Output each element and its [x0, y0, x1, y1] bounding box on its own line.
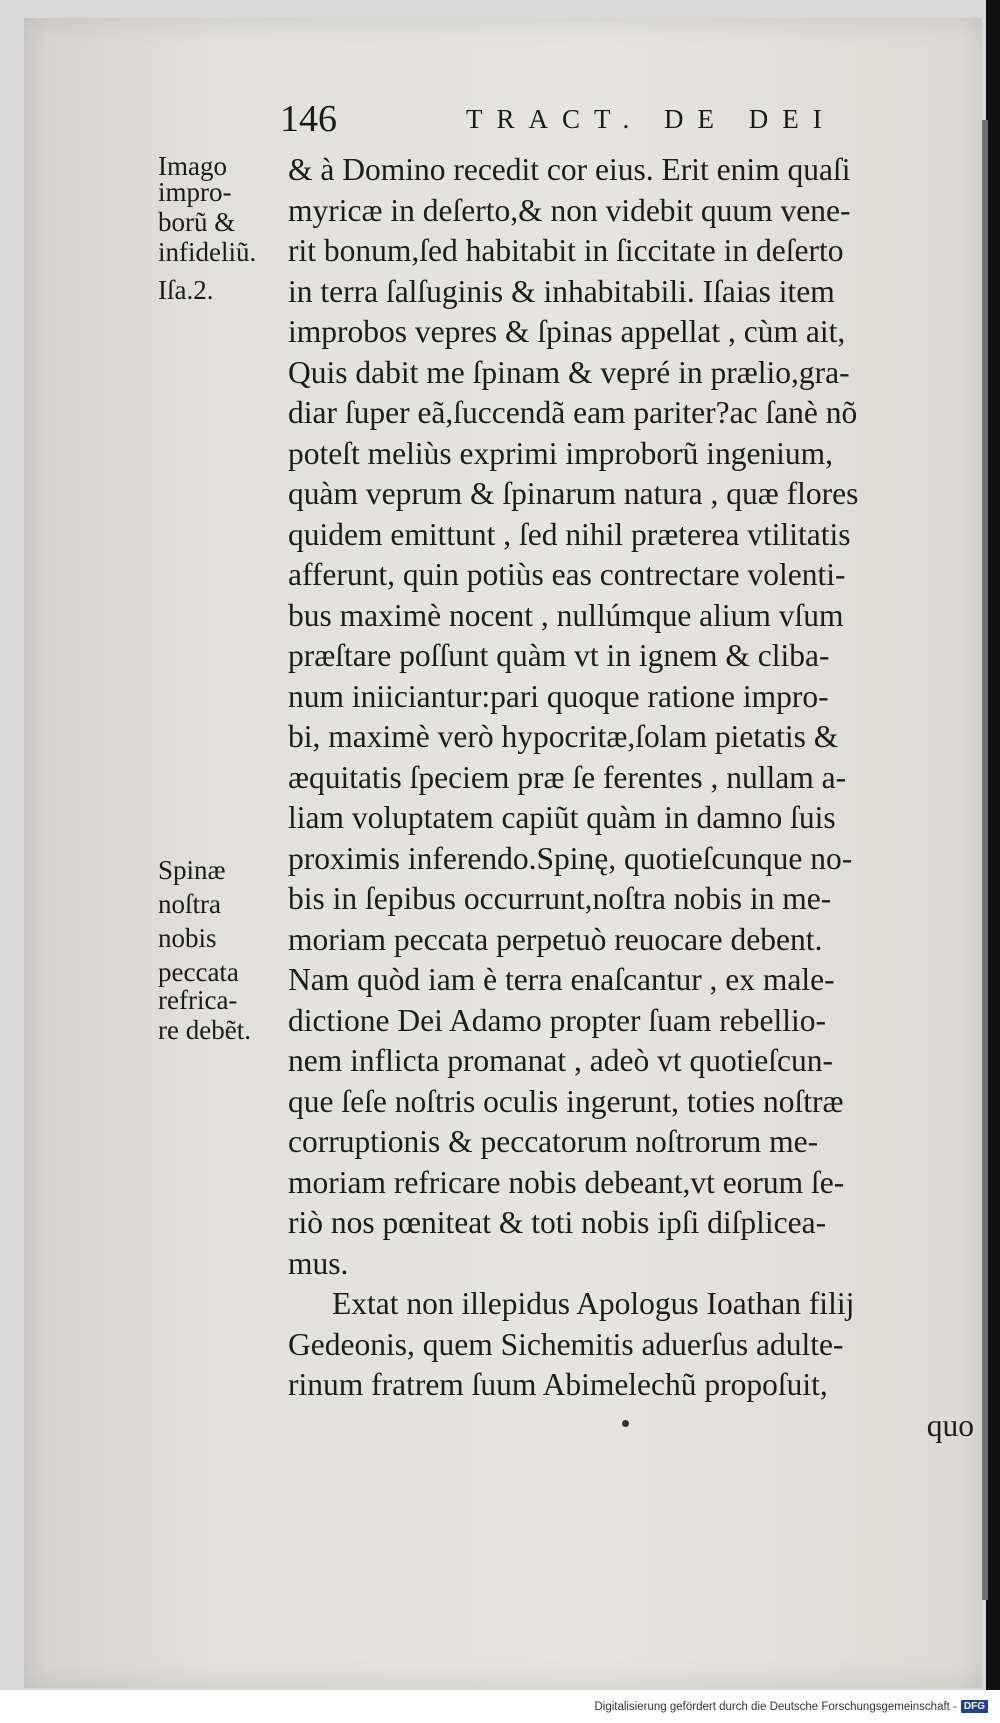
text-line: que ſeſe noſtris oculis ingerunt, toties noſtræ — [288, 1083, 844, 1119]
text-line: num iniiciantur:pari quoque ratione impro- — [288, 678, 829, 714]
margin-note-peccata: peccata — [158, 957, 239, 987]
text-line: bi, maximè verò hypocritæ,ſolam pietatis & — [288, 719, 839, 754]
text-line: Extat non illepidus Apologus Ioathan filij — [332, 1286, 855, 1321]
margin-note-isa: Iſa.2. — [158, 275, 214, 305]
text-line: Nam quòd iam è terra enaſcantur , ex male- — [288, 962, 835, 997]
margin-note-nobis: nobis — [158, 923, 217, 953]
text-line: mus. — [288, 1245, 349, 1281]
page-number: 146 — [280, 98, 337, 140]
text-line: liam voluptatem capiũt quàm in damno ſuis — [288, 800, 836, 835]
text-line: & à Domino recedit cor eius. Erit enim quaſi — [288, 152, 851, 187]
ink-spot — [622, 1420, 629, 1427]
dfg-logo-icon: DFG — [961, 1700, 988, 1713]
credit-text: Digitalisierung gefördert durch die Deutsche Forschungsgemeinschaft - — [594, 1700, 957, 1713]
text-line: rinum fratrem ſuum Abimelechũ propoſuit, — [288, 1367, 828, 1402]
text-line: moriam refricare nobis debeant,vt eorum ſe- — [288, 1164, 845, 1200]
text-line: corruptionis & peccatorum noſtrorum me- — [288, 1124, 819, 1159]
text-line: afferunt, quin potiùs eas contrectare volenti- — [288, 557, 846, 592]
text-line: diar ſuper eã,ſuccendã eam pariter?ac ſanè nõ — [288, 395, 858, 430]
margin-note-re-debent: re debẽt. — [158, 1015, 251, 1045]
text-line: moriam peccata perpetuò reuocare debent. — [288, 921, 823, 957]
margin-note-impro: impro- — [158, 177, 232, 207]
page-header — [276, 96, 836, 142]
text-line: quàm veprum & ſpinarum natura , quæ flores — [288, 476, 859, 511]
margin-note-spinae: Spinæ — [158, 855, 226, 885]
text-line: quidem emittunt , ſed nihil præterea vtilitatis — [288, 516, 851, 552]
margin-note-boru: borũ & — [158, 207, 236, 237]
margin-note-refrica: refrica- — [158, 985, 238, 1015]
margin-note-infideliu: infideliũ. — [158, 237, 257, 267]
text-line: myricæ in deſerto,& non videbit quum vene- — [288, 192, 851, 228]
digitization-credit — [594, 1700, 988, 1713]
text-line: Gedeonis, quem Sichemitis aduerſus adulte- — [288, 1326, 844, 1362]
margin-note-imago: Imago — [158, 151, 227, 181]
text-line: improbos vepres & ſpinas appellat , cùm ait, — [288, 314, 846, 349]
margin-note-nostra: noſtra — [158, 889, 221, 919]
text-line: rit bonum,ſed habitabit in ſiccitate in deſerto — [288, 233, 844, 268]
text-line: in terra ſalſuginis & inhabitabili. Iſaias item — [288, 273, 835, 309]
text-line: dictione Dei Adamo propter ſuam rebellio- — [288, 1002, 826, 1038]
text-line: præſtare poſſunt quàm vt in ignem & cliba- — [288, 638, 830, 673]
text-line: nem inflicta promanat , adeò vt quotieſcun- — [288, 1043, 833, 1078]
text-line: proximis inferendo.Spinę, quotieſcunque no- — [288, 840, 853, 876]
catchword: quo — [926, 1407, 974, 1443]
text-line: Quis dabit me ſpinam & vepré in prælio,gra- — [288, 354, 850, 390]
text-line: riò nos pœniteat & toti nobis ipſi diſplicea- — [288, 1205, 827, 1240]
running-title: TRACT. DE DEI — [466, 104, 836, 134]
text-line: poteſt meliùs exprimi improborũ ingenium, — [288, 435, 834, 471]
body-text — [288, 150, 978, 1446]
text-line: bis in ſepibus occurrunt,noſtra nobis in me- — [288, 881, 832, 916]
page-edge — [986, 0, 1000, 1690]
text-line: bus maximè nocent , nullúmque alium vſum — [288, 597, 844, 633]
page-edge-shadow — [982, 120, 988, 1600]
text-line: æquitatis ſpeciem præ ſe ferentes , nullam a- — [288, 759, 847, 795]
